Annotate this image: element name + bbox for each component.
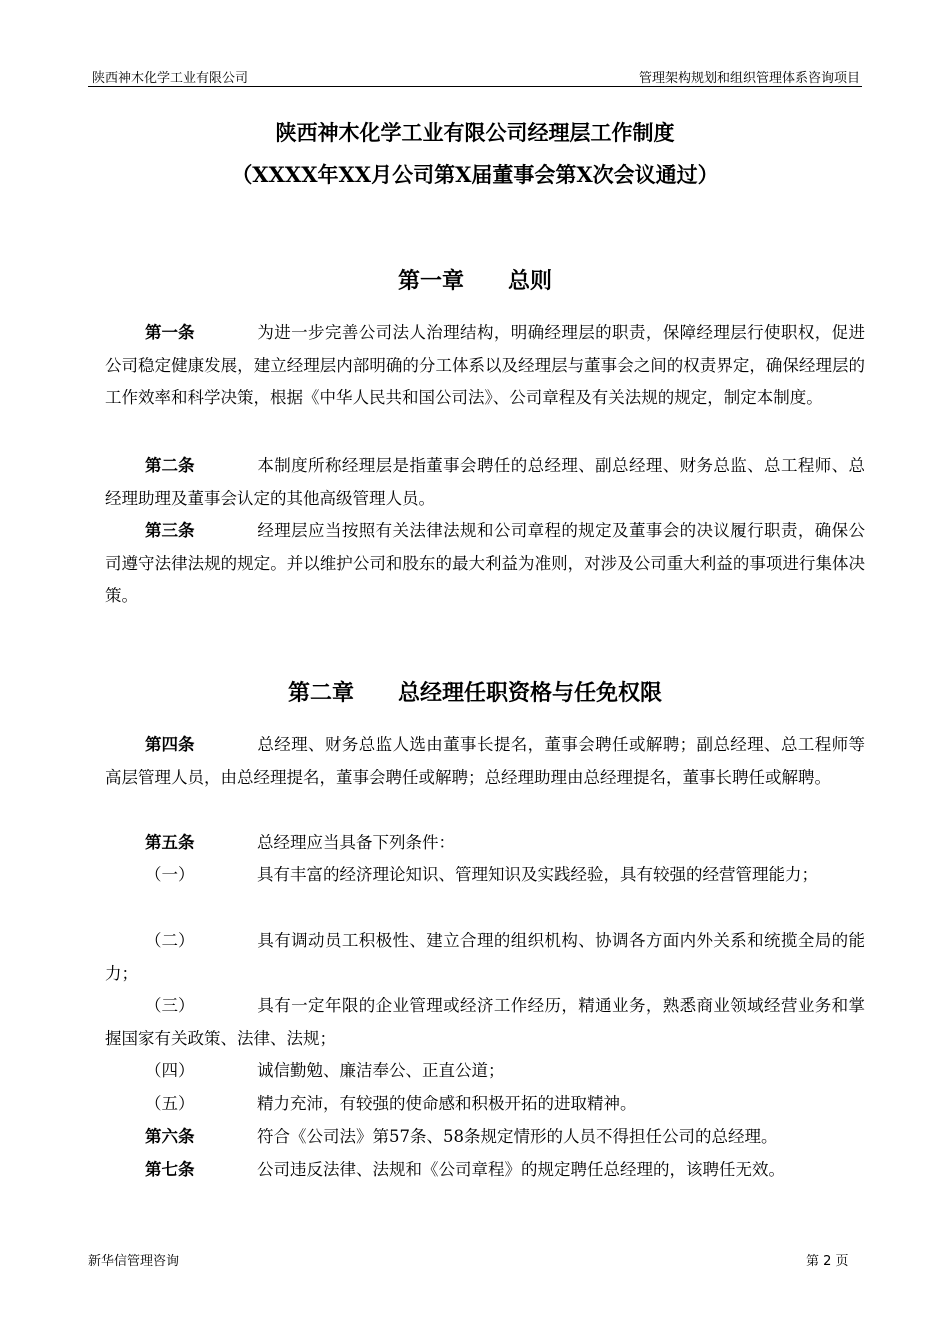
footer-firm: 新华信管理咨询 bbox=[88, 1254, 180, 1269]
chapter-2-title: 第二章 总经理任职资格与任免权限 bbox=[287, 680, 662, 706]
condition-text: 具有一定年限的企业管理或经济工作经历，精通业务，熟悉商业领域经营业务和掌握国家有关政策、法律、法规； bbox=[105, 996, 865, 1048]
article-4 bbox=[105, 729, 865, 794]
article-6 bbox=[105, 1121, 865, 1154]
chapter-1-title: 第一章 总则 bbox=[397, 268, 552, 294]
article-2 bbox=[105, 450, 865, 515]
article-text: 经理层应当按照有关法律法规和公司章程的规定及董事会的决议履行职责，确保公司遵守法律法规的规定。并以维护公司和股东的最大利益为准则，对涉及公司重大利益的事项进行集体决策。 bbox=[105, 521, 865, 605]
article-label: 第二条 bbox=[145, 456, 195, 475]
page-number: 第 2 页 bbox=[806, 1254, 849, 1269]
document-subtitle: （XXXX年XX月公司第X届董事会第X次会议通过） bbox=[231, 162, 719, 187]
condition-label: （四） bbox=[145, 1061, 195, 1080]
page-header bbox=[88, 64, 862, 87]
condition-text: 精力充沛，有较强的使命感和积极开拓的进取精神。 bbox=[257, 1094, 637, 1113]
condition-2 bbox=[105, 925, 865, 990]
article-7 bbox=[105, 1154, 865, 1187]
article-text: 总经理应当具备下列条件： bbox=[257, 833, 455, 852]
article-label: 第一条 bbox=[145, 323, 195, 342]
condition-label: （二） bbox=[145, 931, 195, 950]
condition-label: （五） bbox=[145, 1094, 195, 1113]
article-text: 符合《公司法》第57条、58条规定情形的人员不得担任公司的总经理。 bbox=[257, 1127, 778, 1146]
article-1 bbox=[105, 317, 865, 415]
article-text: 为进一步完善公司法人治理结构，明确经理层的职责，保障经理层行使职权，促进公司稳定健康发展，建立经理层内部明确的分工体系以及经理层与董事会之间的权责界定，确保经理层的工作效率和科学决策，根据《中华人民共和国公司法》、公司章程及有关法规的规定，制定本制度。 bbox=[105, 323, 865, 407]
condition-text: 具有丰富的经济理论知识、管理知识及实践经验，具有较强的经营管理能力； bbox=[257, 865, 818, 884]
header-company: 陕西神木化学工业有限公司 bbox=[92, 71, 249, 86]
condition-text: 诚信勤勉、廉洁奉公、正直公道； bbox=[257, 1061, 505, 1080]
article-label: 第六条 bbox=[145, 1127, 195, 1146]
article-label: 第五条 bbox=[145, 833, 195, 852]
article-label: 第四条 bbox=[145, 735, 195, 754]
condition-3 bbox=[105, 990, 865, 1055]
article-3 bbox=[105, 515, 865, 613]
condition-label: （一） bbox=[145, 865, 195, 884]
article-label: 第三条 bbox=[145, 521, 195, 540]
condition-1 bbox=[105, 859, 865, 892]
article-label: 第七条 bbox=[145, 1160, 195, 1179]
condition-text: 具有调动员工积极性、建立合理的组织机构、协调各方面内外关系和统揽全局的能力； bbox=[105, 931, 865, 983]
article-text: 本制度所称经理层是指董事会聘任的总经理、副总经理、财务总监、总工程师、总经理助理及董事会认定的其他高级管理人员。 bbox=[105, 456, 865, 508]
header-project: 管理架构规划和组织管理体系咨询项目 bbox=[638, 71, 860, 86]
article-text: 公司违反法律、法规和《公司章程》的规定聘任总经理的，该聘任无效。 bbox=[257, 1160, 785, 1179]
condition-5 bbox=[105, 1088, 865, 1121]
article-text: 总经理、财务总监人选由董事长提名，董事会聘任或解聘；副总经理、总工程师等高层管理人员，由总经理提名，董事会聘任或解聘；总经理助理由总经理提名，董事长聘任或解聘。 bbox=[105, 735, 865, 787]
document-title: 陕西神木化学工业有限公司经理层工作制度 bbox=[275, 120, 675, 145]
condition-4 bbox=[105, 1055, 865, 1088]
condition-label: （三） bbox=[145, 996, 195, 1015]
article-5 bbox=[105, 827, 865, 860]
